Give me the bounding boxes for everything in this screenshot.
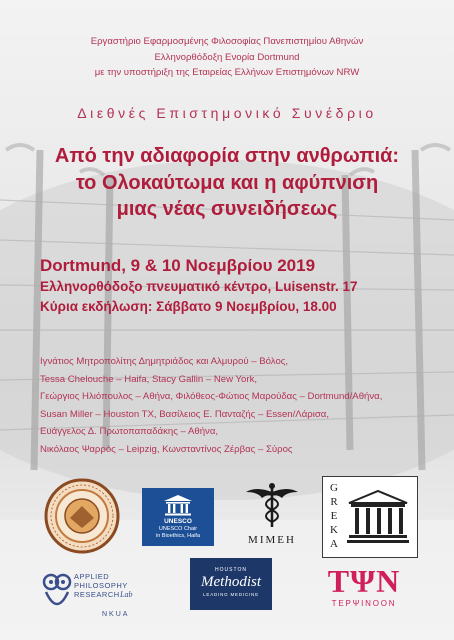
- methodist-name: Methodist: [201, 574, 261, 590]
- tpn-letters: ΤΨΝ: [327, 563, 401, 599]
- speaker-line: Γεώργιος Ηλιόπουλος – Αθήνα, Φιλόθεος-Φώτιος Μαρούδας – Dortmund/Αθήνα,: [40, 391, 383, 403]
- temple-icon: [345, 489, 411, 545]
- owl-icon: [40, 570, 74, 616]
- speaker-line: Ιγνάτιος Μητροπολίτης Δημητριάδος και Αλμυρού – Βόλος,: [40, 356, 289, 367]
- unesco-name: UNESCO: [164, 518, 192, 525]
- title-line: Από την αδιαφορία στην ανθρωπιά:: [54, 145, 400, 167]
- methodist-sub: LEADING MEDICINE: [203, 592, 259, 597]
- caduceus-icon: [242, 482, 302, 528]
- event-details: [40, 255, 450, 317]
- unesco-caption: in Bioethics, Haifa: [155, 533, 201, 539]
- organizer-line: Ελληνορθόδοξη Ενορία Dortmund: [154, 51, 300, 63]
- speakers-list: [40, 353, 450, 459]
- speaker-line: Tessa Chelouche – Haifa, Stacy Gallin – New York,: [40, 373, 258, 385]
- conference-title: [0, 143, 454, 223]
- applied-footer: NKUA: [102, 611, 130, 618]
- applied-line: PHILOSOPHY: [74, 581, 128, 590]
- terpsinoon-logo: [318, 564, 410, 620]
- speaker-line: Ευάγγελος Δ. Πρωτοπαπαδάκης – Αθήνα,: [40, 426, 219, 438]
- unesco-chair-logo: [142, 488, 214, 546]
- organizers-header: [0, 34, 454, 81]
- speaker-line: Νικόλαος Ψαρρός – Leipzig, Κωνσταντίνος Ζέρβας – Σύρος: [40, 443, 293, 455]
- applied-line: RESEARCH: [74, 590, 120, 599]
- organizer-line: με την υποστήριξη της Εταιρείας Ελλήνων Επιστημόνων NRW: [94, 67, 360, 78]
- conference-type: Διεθνές Επιστημονικό Συνέδριο: [77, 105, 377, 121]
- speaker-line: Susan Miller – Houston TX, Βασίλειος Ε. Πανταζής – Essen/Λάρισα,: [40, 408, 329, 420]
- tpn-name: ΤΕΡΨΙΝΟΟΝ: [331, 599, 397, 608]
- organizer-line: Εργαστήριο Εφαρμοσμένης Φιλοσοφίας Πανεπιστημίου Αθηνών: [90, 36, 364, 47]
- applied-lab: Lab: [120, 590, 133, 599]
- houston-methodist-logo: [190, 558, 272, 610]
- title-line: το Ολοκαύτωμα και η αφύπνιση: [75, 171, 379, 194]
- society-seal-logo: [44, 478, 120, 554]
- applied-line: APPLIED: [74, 572, 110, 581]
- applied-philosophy-lab-logo: [40, 566, 152, 626]
- greka-name: GREKA: [330, 482, 338, 550]
- title-line: μιας νέας συνειδήσεως: [116, 198, 338, 220]
- mimeh-logo: [240, 482, 304, 548]
- methodist-top: HOUSTON: [215, 567, 247, 573]
- unesco-caption: UNESCO Chair: [158, 526, 198, 532]
- event-city-date: Dortmund, 9 & 10 Νοεμβρίου 2019: [40, 256, 316, 275]
- mimeh-name: ΜΙΜΕΗ: [248, 534, 296, 546]
- main-event-time: Κύρια εκδήλωση: Σάββατο 9 Νοεμβρίου, 18.00: [40, 299, 337, 314]
- unesco-temple-icon: [160, 493, 196, 517]
- event-venue: Ελληνορθόδοξο πνευματικό κέντρο, Luisenstr. 17: [40, 279, 358, 294]
- greka-logo: [322, 476, 418, 558]
